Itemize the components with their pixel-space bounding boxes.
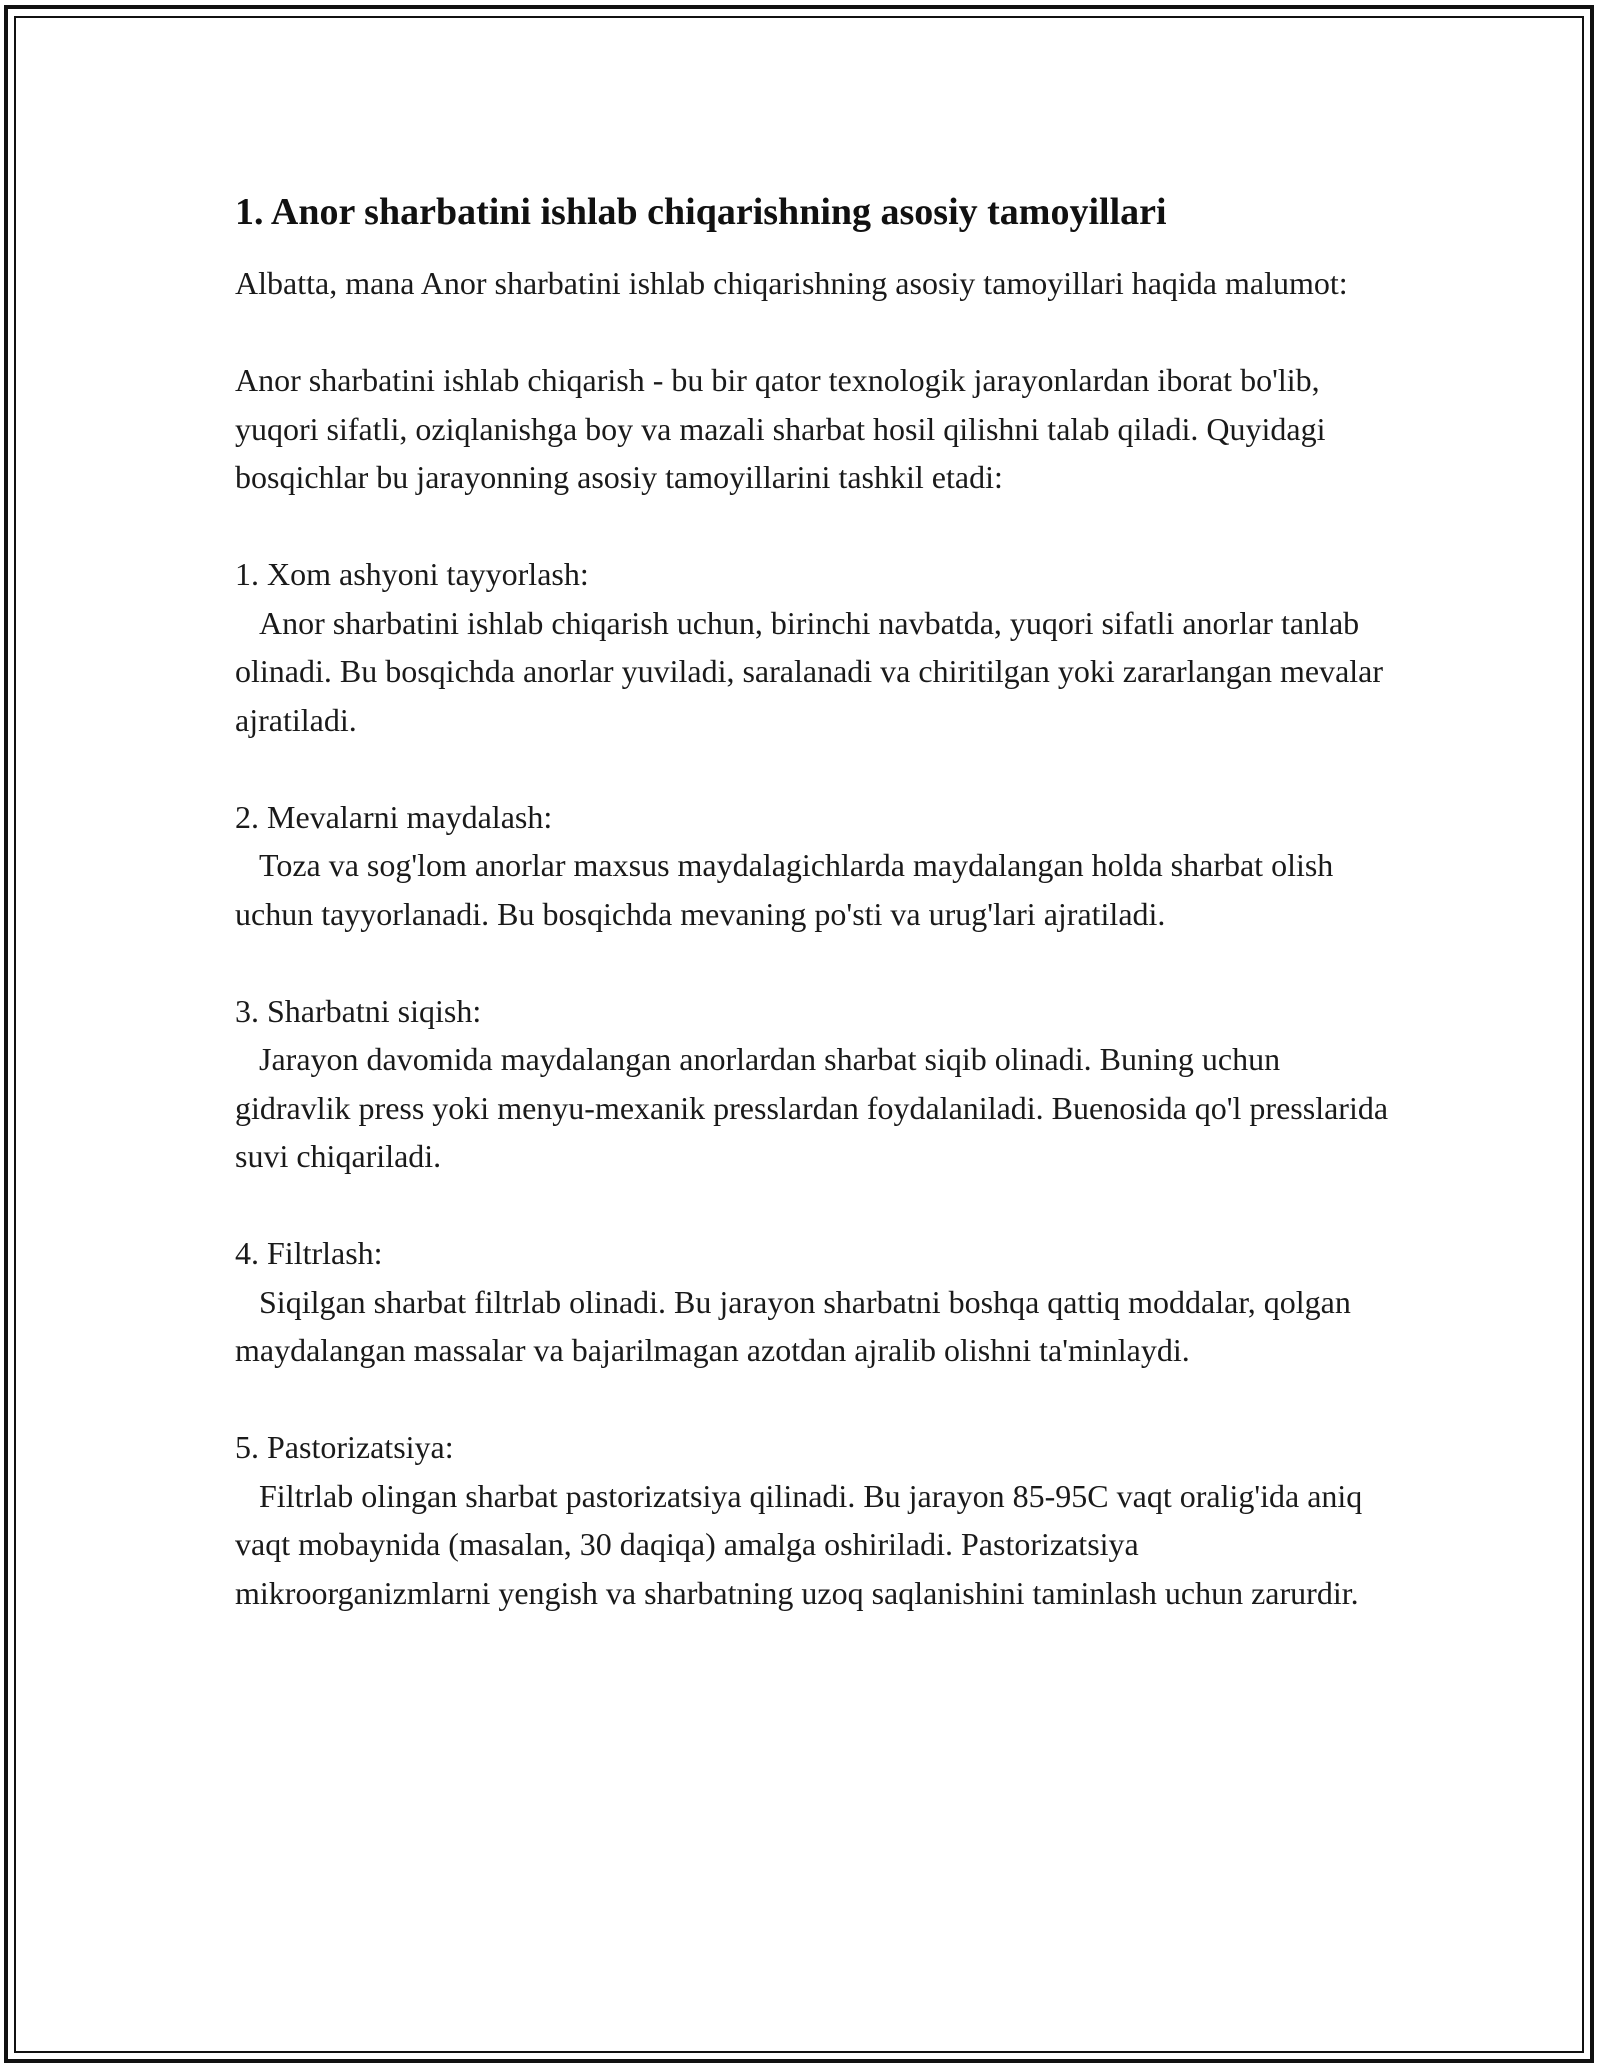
step-4 bbox=[235, 1229, 1395, 1375]
step-5 bbox=[235, 1423, 1395, 1617]
overview-paragraph: Anor sharbatini ishlab chiqarish - bu bir qator texnologik jarayonlardan iborat bo'lib, yuqori sifatli, oziqlanishga boy va mazali sharbat hosil qilishni talab qiladi. Quyidagi bosqichlar bu jarayonning asosiy tamoyillarini tashkil etadi: bbox=[235, 362, 1334, 495]
step-body: Filtrlab olingan sharbat pastorizatsiya qilinadi. Bu jarayon 85-95C vaqt oralig'ida aniq vaqt mobaynida (masalan, 30 daqiqa) amalga oshiriladi. Pastorizatsiya mikroorganizmlarni yengish va sharbatning uzoq saqlanishini taminlash uchun zarurdir. bbox=[235, 1477, 1371, 1611]
step-body: Anor sharbatini ishlab chiqarish uchun, birinchi navbatda, yuqori sifatli anorlar tanlab olinadi. Bu bosqichda anorlar yuviladi, saralanadi va chiritilgan yoki zararlangan mevalar ajratiladi. bbox=[235, 604, 1392, 738]
step-body: Siqilgan sharbat filtrlab olinadi. Bu jarayon sharbatni boshqa qattiq moddalar, qolgan maydalangan massalar va bajarilmagan azotdan ajralib olishni ta'minlaydi. bbox=[235, 1283, 1359, 1368]
intro-paragraph: Albatta, mana Anor sharbatini ishlab chiqarishning asosiy tamoyillari haqida malumot: bbox=[235, 265, 1348, 301]
step-body: Toza va sog'lom anorlar maxsus maydalagichlarda maydalangan holda sharbat olish uchun tayyorlanadi. Bu bosqichda mevaning po'sti va urug'lari ajratiladi. bbox=[235, 847, 1342, 932]
document-title: 1. Anor sharbatini ishlab chiqarishning asosiy tamoyillari bbox=[235, 191, 1167, 233]
step-heading: 2. Mevalarni maydalash: bbox=[235, 798, 553, 835]
step-heading: 1. Xom ashyoni tayyorlash: bbox=[235, 556, 589, 592]
step-body: Jarayon davomida maydalangan anorlardan sharbat siqib olinadi. Buning uchun gidravlik press yoki menyu-mexanik presslardan foydalaniladi. Buenosida qo'l presslarida suvi chiqariladi. bbox=[235, 1041, 1397, 1174]
step-3 bbox=[235, 987, 1395, 1181]
step-heading: 4. Filtrlash: bbox=[235, 1235, 383, 1271]
document-body bbox=[235, 188, 1395, 1666]
step-1 bbox=[235, 550, 1395, 744]
step-heading: 5. Pastorizatsiya: bbox=[235, 1429, 454, 1465]
step-heading: 3. Sharbatni siqish: bbox=[235, 992, 482, 1029]
step-2 bbox=[235, 793, 1395, 939]
